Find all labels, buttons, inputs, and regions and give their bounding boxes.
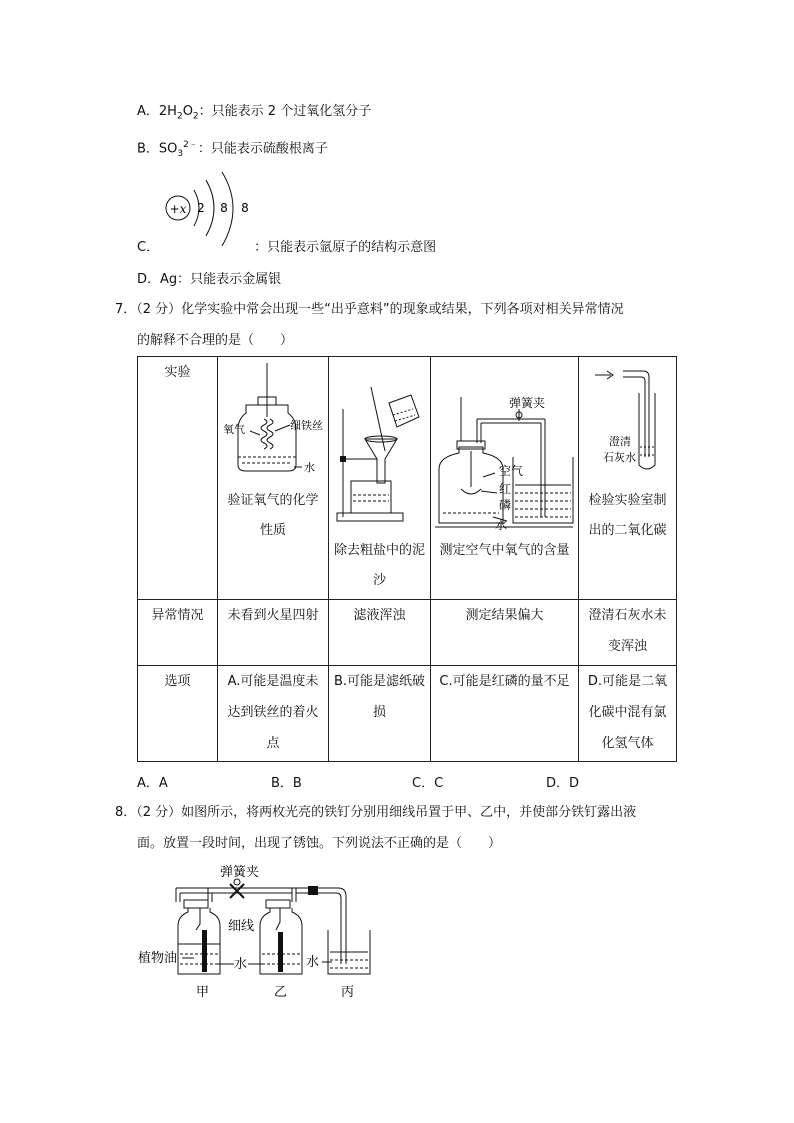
q6-option-b: B．$SO_3^{2﹣}$：只能表示硫酸根离子	[137, 140, 328, 159]
exp2-cell	[329, 357, 431, 600]
header-option: 选项	[138, 666, 218, 762]
exp4-cell	[579, 357, 677, 600]
exp1-cell	[218, 357, 329, 600]
label-water-1: 水	[234, 957, 248, 972]
exp4-abnormal: 澄清石灰水未 变浑浊	[579, 600, 677, 666]
exp1-caption-line2: 性质	[259, 523, 286, 538]
exp2-caption-line1: 除去粗盐中的泥	[333, 543, 425, 558]
iron-nail-rust-apparatus	[138, 860, 398, 1000]
shell-3-count: 8	[241, 201, 249, 215]
nucleus-label: +x	[169, 202, 187, 216]
q7-choice-d: D．D	[546, 776, 580, 791]
q8-stem-line1: 8．（2 分）如图所示，将两枚光亮的铁钉分别用细线吊置于甲、乙中，并使部分铁钉露出液	[115, 805, 637, 820]
q7-choice-c: C．C	[412, 776, 444, 791]
label-water: 水	[495, 518, 508, 532]
label-vegetable-oil: 植物油	[138, 951, 178, 966]
q7-stem-line1: 7．（2 分）化学实验中常会出现一些“出乎意料”的现象或结果，下列各项对相关异常情况	[115, 302, 624, 317]
q8-stem-line2: 面。放置一段时间，出现了锈蚀。下列说法不正确的是（ ）	[137, 836, 502, 851]
q6-option-c: C． ：只能表示氩原子的结构示意图	[137, 240, 437, 255]
header-abnormal: 异常情况	[138, 600, 218, 666]
label-yi: 乙	[274, 985, 288, 1000]
exp4-caption-line2: 出的二氧化碳	[588, 523, 667, 538]
shell-1-count: 2	[197, 201, 205, 215]
exp1-caption-line1: 验证氧气的化学	[227, 493, 319, 508]
exp2-option: B.可能是滤纸破 损	[329, 666, 431, 762]
exp4-caption-line1: 检验实验室制	[588, 493, 667, 508]
label-oxygen: 氧气	[223, 423, 245, 436]
exp3-option: C.可能是红磷的量不足	[431, 666, 579, 762]
iron-wire-oxygen-apparatus	[220, 357, 327, 487]
label-thread: 细线	[228, 919, 255, 934]
exp3-cell	[431, 357, 579, 600]
exp3-abnormal: 测定结果偏大	[431, 600, 579, 666]
q7-stem-line2: 的解释不合理的是（ ）	[137, 333, 294, 348]
label-limewater: 石灰水	[603, 451, 636, 464]
limewater-test-apparatus	[581, 357, 675, 477]
exp1-option: A.可能是温度未 达到铁丝的着火 点	[218, 666, 329, 762]
label-jia: 甲	[196, 985, 210, 1000]
exp1-abnormal: 未看到火星四射	[218, 600, 329, 666]
label-clear: 澄清	[609, 435, 631, 448]
experiment-table	[137, 356, 677, 762]
q6-option-a: A．$2H_2O_2$：只能表示 2 个过氧化氢分子	[137, 104, 372, 122]
exp3-caption: 测定空气中氧气的含量	[439, 543, 570, 558]
label-bing: 丙	[341, 985, 355, 1000]
header-experiment: 实验	[138, 357, 218, 600]
q7-choice-a: A．A	[137, 776, 168, 791]
filtration-apparatus	[331, 357, 429, 527]
exp4-option: D.可能是二氧 化碳中混有氯 化氢气体	[579, 666, 677, 762]
q6-option-d: D．Ag：只能表示金属银	[137, 272, 282, 287]
atom-structure-diagram	[160, 168, 280, 248]
exp2-caption-line2: 沙	[372, 573, 386, 588]
label-water-2: 水	[306, 955, 320, 970]
label-phosphorus: 磷	[499, 498, 512, 512]
q7-choice-b: B．B	[271, 776, 302, 791]
exp2-abnormal: 滤液浑浊	[329, 600, 431, 666]
label-red: 红	[499, 482, 512, 496]
label-iron-wire: 细铁丝	[290, 419, 323, 432]
air-oxygen-measurement-apparatus	[433, 357, 577, 532]
shell-2-count: 8	[220, 201, 228, 215]
label-air: 空气	[499, 464, 524, 478]
label-spring-clamp: 弹簧夹	[220, 865, 260, 880]
label-spring-clamp: 弹簧夹	[509, 396, 546, 410]
label-water: 水	[304, 461, 315, 474]
